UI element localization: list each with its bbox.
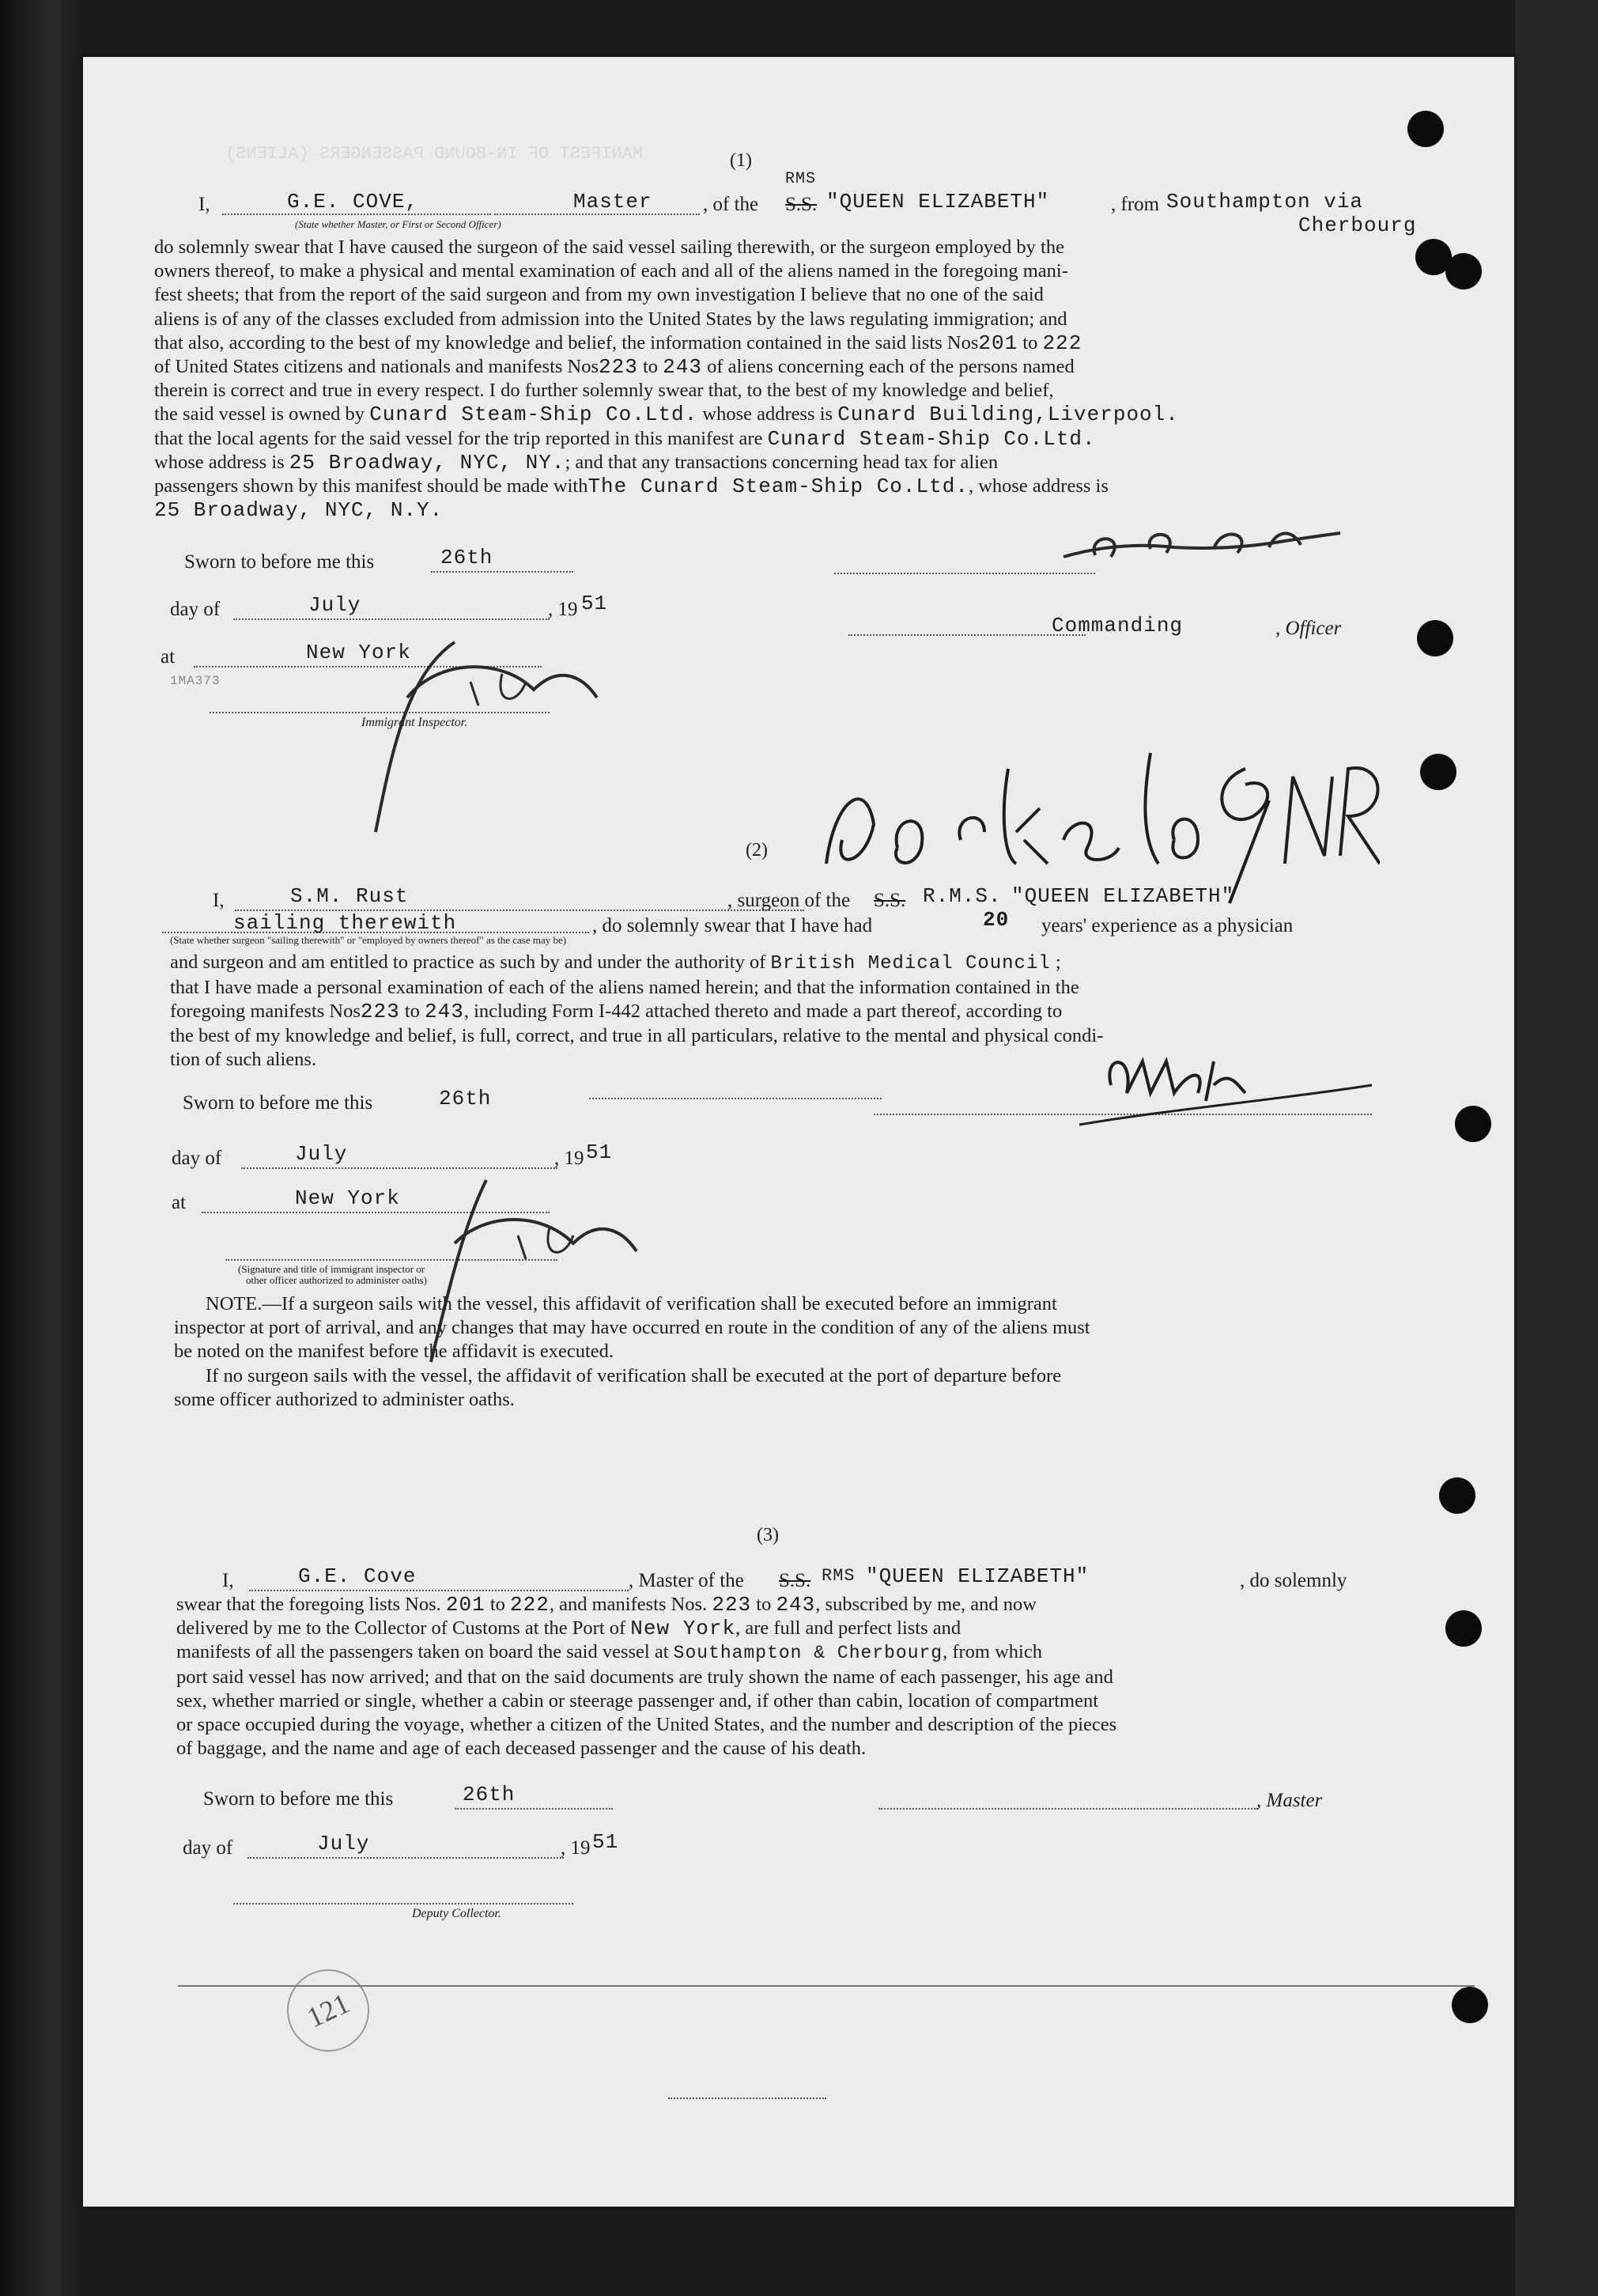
s1-port-from: Southampton via <box>1166 190 1364 214</box>
s1-inspector-caption: Immigrant Inspector. <box>361 716 468 729</box>
binder-hole <box>1445 1610 1482 1647</box>
surgeon-signature <box>1079 1038 1380 1133</box>
s1-port-via: Cherbourg <box>1298 214 1417 237</box>
s3-man-from: 223 <box>712 1593 752 1617</box>
s3-year-prefix: , 19 <box>561 1837 591 1859</box>
s1-title-word: Master <box>573 190 652 214</box>
s2-sworn: Sworn to before me this <box>183 1092 373 1114</box>
s2-sailing-note: (State whether surgeon "sailing therewith" or "employed by owners thereof" as the case may be) <box>170 934 567 946</box>
section-1-heading: (1) <box>730 150 752 171</box>
s1-man-from: 223 <box>599 355 638 380</box>
s2-man-to: 243 <box>425 1000 464 1024</box>
s1-owner: Cunard Steam-Ship Co.Ltd. <box>369 403 698 427</box>
s1-at: at <box>161 646 176 668</box>
binder-hole <box>1445 253 1482 289</box>
s3-i: I, <box>222 1570 234 1591</box>
docked-note <box>803 705 1380 911</box>
s3-circled-number: 121 <box>274 1956 383 2065</box>
s3-month: July <box>317 1832 370 1855</box>
s1-state-note: (State whether Master, or First or Second Officer) <box>295 218 501 230</box>
s3-sworn: Sworn to before me this <box>203 1788 394 1810</box>
s3-master-label: , Master <box>1256 1790 1323 1811</box>
s2-swear-text: , do solemnly swear that I have had <box>592 915 873 936</box>
s1-month: July <box>308 593 361 617</box>
binder-hole <box>1452 1987 1488 2023</box>
s1-man-to: 243 <box>663 355 702 380</box>
s2-i: I, <box>213 890 225 911</box>
s1-i: I, <box>198 194 210 215</box>
s1-year-prefix: , 19 <box>548 599 578 620</box>
s1-headtax: The Cunard Steam-Ship Co.Ltd. <box>587 475 969 499</box>
s1-ss-struck: S.S. <box>785 194 818 215</box>
s1-headtax-address: 25 Broadway, NYC, N.Y. <box>154 498 444 523</box>
s3-rms: RMS <box>822 1566 856 1586</box>
s3-deputy-caption: Deputy Collector. <box>412 1907 501 1920</box>
binder-hole <box>1455 1106 1491 1142</box>
s2-authority: British Medical Council <box>770 953 1051 974</box>
s1-year-suffix: 51 <box>581 592 608 615</box>
s1-agents: Cunard Steam-Ship Co.Ltd. <box>767 426 1096 451</box>
s2-note: NOTE.—If a surgeon sails with the vessel, this affidavit of verification shall be executed before an immigrant inspector at port of arrival, and any changes that may have occurred en route in the condition of any of the aliens must be noted on the manifest before the affidavit is executed. If no surgeon sails with the vessel, the affidavit of verification shall be executed at the port of departure before some officer authorized to administer oaths. <box>174 1293 1090 1410</box>
s3-vessel: "QUEEN ELIZABETH" <box>866 1564 1090 1588</box>
s2-vessel: "QUEEN ELIZABETH" <box>1011 884 1235 908</box>
s1-owner-address: Cunard Building,Liverpool. <box>837 403 1179 427</box>
right-scan-margin <box>1515 0 1598 2296</box>
left-scan-margin <box>0 0 82 2296</box>
s1-agents-address: 25 Broadway, NYC, NY. <box>289 450 565 475</box>
master-signature-1 <box>1056 509 1356 581</box>
s2-ss-struck: S.S. <box>874 890 906 911</box>
s3-lists-to: 222 <box>510 1593 550 1617</box>
s1-lists-to: 222 <box>1042 331 1082 355</box>
s3-year-suffix: 51 <box>592 1830 619 1854</box>
s3-master-of: , Master of the <box>629 1570 744 1591</box>
s1-officer: , Officer <box>1275 618 1342 639</box>
s2-paragraph: and surgeon and am entitled to practice as such by and under the authority of British Medical Council ; that I have made a personal examination of each of the aliens named herein; and that the information contained in the foregoing manifests Nos223 to 243, including Form I-442 attached thereto and made a part thereof, according to the best of my knowledge and belief, is full, correct, and true in all particulars, relative to the mental and physical condi- tion of such aliens. <box>170 951 1104 1070</box>
s2-man-from: 223 <box>360 1000 400 1024</box>
s1-stamp-number: 1MA373 <box>170 674 221 688</box>
s3-man-to: 243 <box>776 1593 816 1617</box>
s2-sig-caption-2: other officer authorized to administer oaths) <box>246 1274 427 1286</box>
section-3-heading: (3) <box>757 1525 779 1545</box>
s1-lists-from: 201 <box>978 331 1018 355</box>
s1-vessel: "QUEEN ELIZABETH" <box>826 190 1050 214</box>
s1-day-of: day of <box>170 599 221 620</box>
s1-sworn: Sworn to before me this <box>184 551 375 573</box>
s3-ss-struck: S.S. <box>779 1570 811 1591</box>
s2-sailing: sailing therewith <box>233 911 457 935</box>
s3-sworn-day: 26th <box>463 1783 516 1806</box>
s3-solemnly: , do solemnly <box>1240 1570 1347 1591</box>
section-2-heading: (2) <box>746 840 768 861</box>
s1-commanding: Commanding <box>1052 614 1184 637</box>
s3-day-of: day of <box>183 1837 233 1859</box>
s2-day-of: day of <box>172 1148 222 1169</box>
manifest-affidavit-page <box>83 57 1514 2207</box>
s2-at: at <box>172 1192 187 1213</box>
s1-of-the: , of the <box>703 194 759 215</box>
s2-sworn-day: 26th <box>439 1087 492 1110</box>
inspector-signature-1 <box>360 611 613 840</box>
s2-years-text: years' experience as a physician <box>1041 915 1294 936</box>
binder-hole <box>1420 754 1456 790</box>
s2-surgeon-of: , surgeon of the <box>727 890 851 911</box>
binder-hole <box>1407 111 1444 147</box>
s1-from: , from <box>1111 194 1160 215</box>
s1-rms: RMS <box>785 170 817 188</box>
s1-place: New York <box>306 641 411 664</box>
s2-rms: R.M.S. <box>923 884 1002 908</box>
s1-paragraph: do solemnly swear that I have caused the surgeon of the said vessel sailing therewith, or the surgeon employed by the owners thereof, to make a physical and mental examination of each and all of the aliens named in the foregoing mani- fest sheets; that from the report of the said surgeon and from my own investigation I believe that no one of the said aliens is of any of the classes excluded from admission into the United States by the laws regulating immigration; and that also, according to the best of my knowledge and belief, the information contained in the said lists Nos201 to 222 of United States citizens and nationals and manifests Nos223 to 243 of aliens concerning each of the persons named therein is correct and true in every respect. I do further solemnly swear that, to the best of my knowledge and belief, the said vessel is owned by Cunard Steam-Ship Co.Ltd. whose address is Cunard Building,Liverpool. that the local agents for the said vessel for the trip reported in this manifest are Cunard Steam-Ship Co.Ltd. whose address is 25 Broadway, NYC, NY.; and that any transactions concerning head tax for alien passengers shown by this manifest should be made withThe Cunard Steam-Ship Co.Ltd., whose address is 25 Broadway, NYC, N.Y. <box>154 236 1388 522</box>
s1-sworn-day: 26th <box>440 546 493 569</box>
s2-years: 20 <box>983 908 1010 932</box>
s2-year-suffix: 51 <box>586 1140 613 1164</box>
s2-sig-caption-1: (Signature and title of immigrant inspector or <box>238 1263 425 1275</box>
bleed-through-header: MANIFEST OF IN-BOUND PASSENGERS (ALIENS) <box>225 144 644 164</box>
s2-place: New York <box>295 1186 400 1210</box>
s3-paragraph: swear that the foregoing lists Nos. 201 to 222, and manifests Nos. 223 to 243, subscribed by me, and now delivered by me to the Collector of Customs at the Port of New York, are full and perfect lists and manifests of all the passengers taken on board the said vessel at Southampton & Cherbourg, from which port said vessel has now arrived; and that on the said documents are truly shown the name of each passenger, his age and sex, whether married or single, whether a cabin or steerage passenger and, if other than cabin, location of compartment or space occupied during the voyage, whether a citizen of the United States, and the number and description of the pieces of baggage, and the name and age of each deceased passenger and the cause of his death. <box>176 1593 1117 1760</box>
s3-lists-from: 201 <box>445 1593 485 1617</box>
binder-hole <box>1417 620 1453 656</box>
s2-year-prefix: , 19 <box>554 1148 584 1169</box>
s3-embark: Southampton & Cherbourg <box>673 1643 943 1664</box>
s3-port: New York <box>630 1617 736 1641</box>
binder-hole <box>1439 1477 1475 1514</box>
s2-surgeon-name: S.M. Rust <box>290 884 409 908</box>
s3-master-name: G.E. Cove <box>298 1564 417 1588</box>
s1-master-name: G.E. COVE, <box>287 190 419 214</box>
s2-month: July <box>295 1142 348 1166</box>
